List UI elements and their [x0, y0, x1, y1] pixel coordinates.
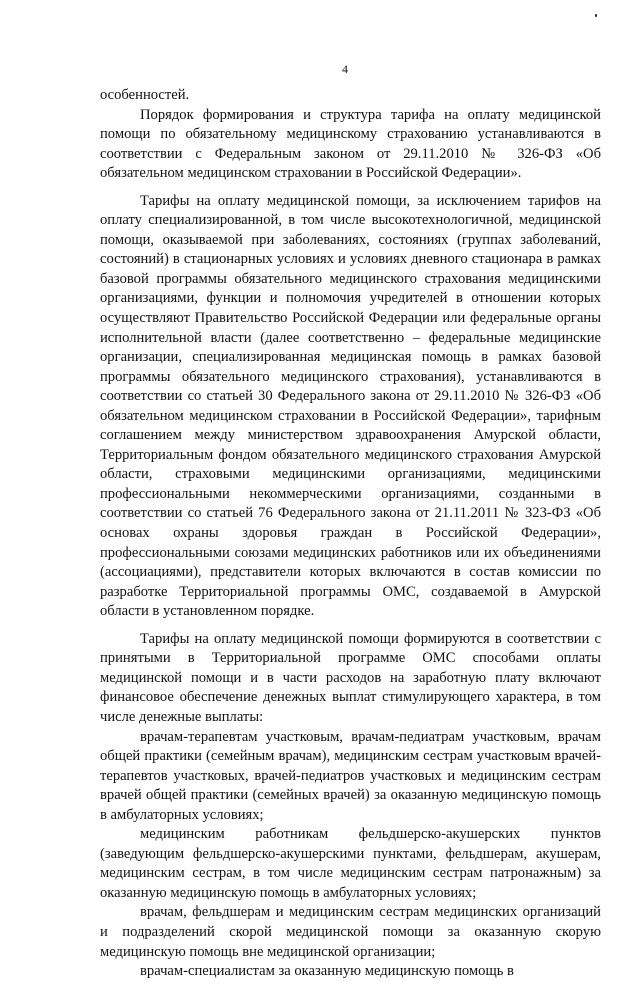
paragraph-tariffs-established: Тарифы на оплату медицинской помощи, за исключением тарифов на оплату специализированной, в том числе высокотехнологичной, медицинской помощи, оказываемой при заболеваниях, состояниях (группах заболеваний, состояний) в стационарных условиях и условиях дневного стационара в рамках базовой программы обязательного медицинского страхования медицинскими организациями, функции и полномочия учредителей в отношении которых осуществляют Правительство Российской Федерации или федеральные органы исполнительной власти (далее соответственно – федеральные медицинские организации, специализированная медицинская помощь в рамках базовой программы обязательного медицинского страхования), устанавливаются в соответствии со статьей 30 Федерального закона от 29.11.2010 № 326-ФЗ «Об обязательном медицинском страховании в Российской Федерации», тарифным соглашением между министерством здравоохранения Амурской области, Территориальным фондом обязательного медицинского страхования Амурской области, страховыми медицинскими организациями, медицинскими профессиональными некоммерческими организациями, созданными в соответствии со статьей 76 Федерального закона от 21.11.2011 № 323-ФЗ «Об основах охраны здоровья граждан в Российской Федерации», профессиональными союзами медицинских работников или их объединениями (ассоциациями), представители которых включаются в состав комиссии по разработке Территориальной программы ОМС, создаваемой в Амурской области в установленном порядке. [100, 192, 601, 620]
scan-artifact-dot [595, 14, 597, 17]
list-item-emergency-care: врачам, фельдшерам и медицинским сестрам медицинских организаций и подразделений скорой медицинской помощи за оказанную скорую медицинскую помощь вне медицинской организации; [100, 904, 601, 960]
list-item-specialists: врачам-специалистам за оказанную медицинскую помощь в [140, 963, 514, 980]
paragraph-tariff-structure: Порядок формирования и структура тарифа на оплату медицинской помощи по обязательному медицинскому страхованию устанавливаются в соответствии с Федеральным законом от 29.11.2010 № 326-ФЗ «Об обязательном медицинском страховании в Российской Федерации». [100, 106, 601, 182]
list-item-feldsher-stations: медицинским работникам фельдшерско-акушерских пунктов (заведующим фельдшерско-акушерскими пунктами, фельдшерам, акушерам, медицинским сестрам, в том числе медицинским сестрам патронажным) за оказанную медицинскую помощь в амбулаторных условиях; [100, 826, 601, 901]
page-number: 4 [342, 62, 348, 76]
paragraph-tariffs-formed: Тарифы на оплату медицинской помощи формируются в соответствии с принятыми в Территориальной программе ОМС способами оплаты медицинской помощи и в части расходов на заработную плату включают финансовое обеспечение денежных выплат стимулирующего характера, в том числе денежные выплаты: [100, 630, 601, 725]
list-item-therapists: врачам-терапевтам участковым, врачам-педиатрам участковым, врачам общей практики (семейным врачам), медицинским сестрам участковым врачей-терапевтов участковых, врачей-педиатров участковых и медицинским сестрам врачей общей практики (семейных врачей) за оказанную медицинскую помощь в амбулаторных условиях; [100, 728, 601, 823]
paragraph-continuation: особенностей. [100, 87, 190, 103]
document-text-body [100, 86, 601, 982]
